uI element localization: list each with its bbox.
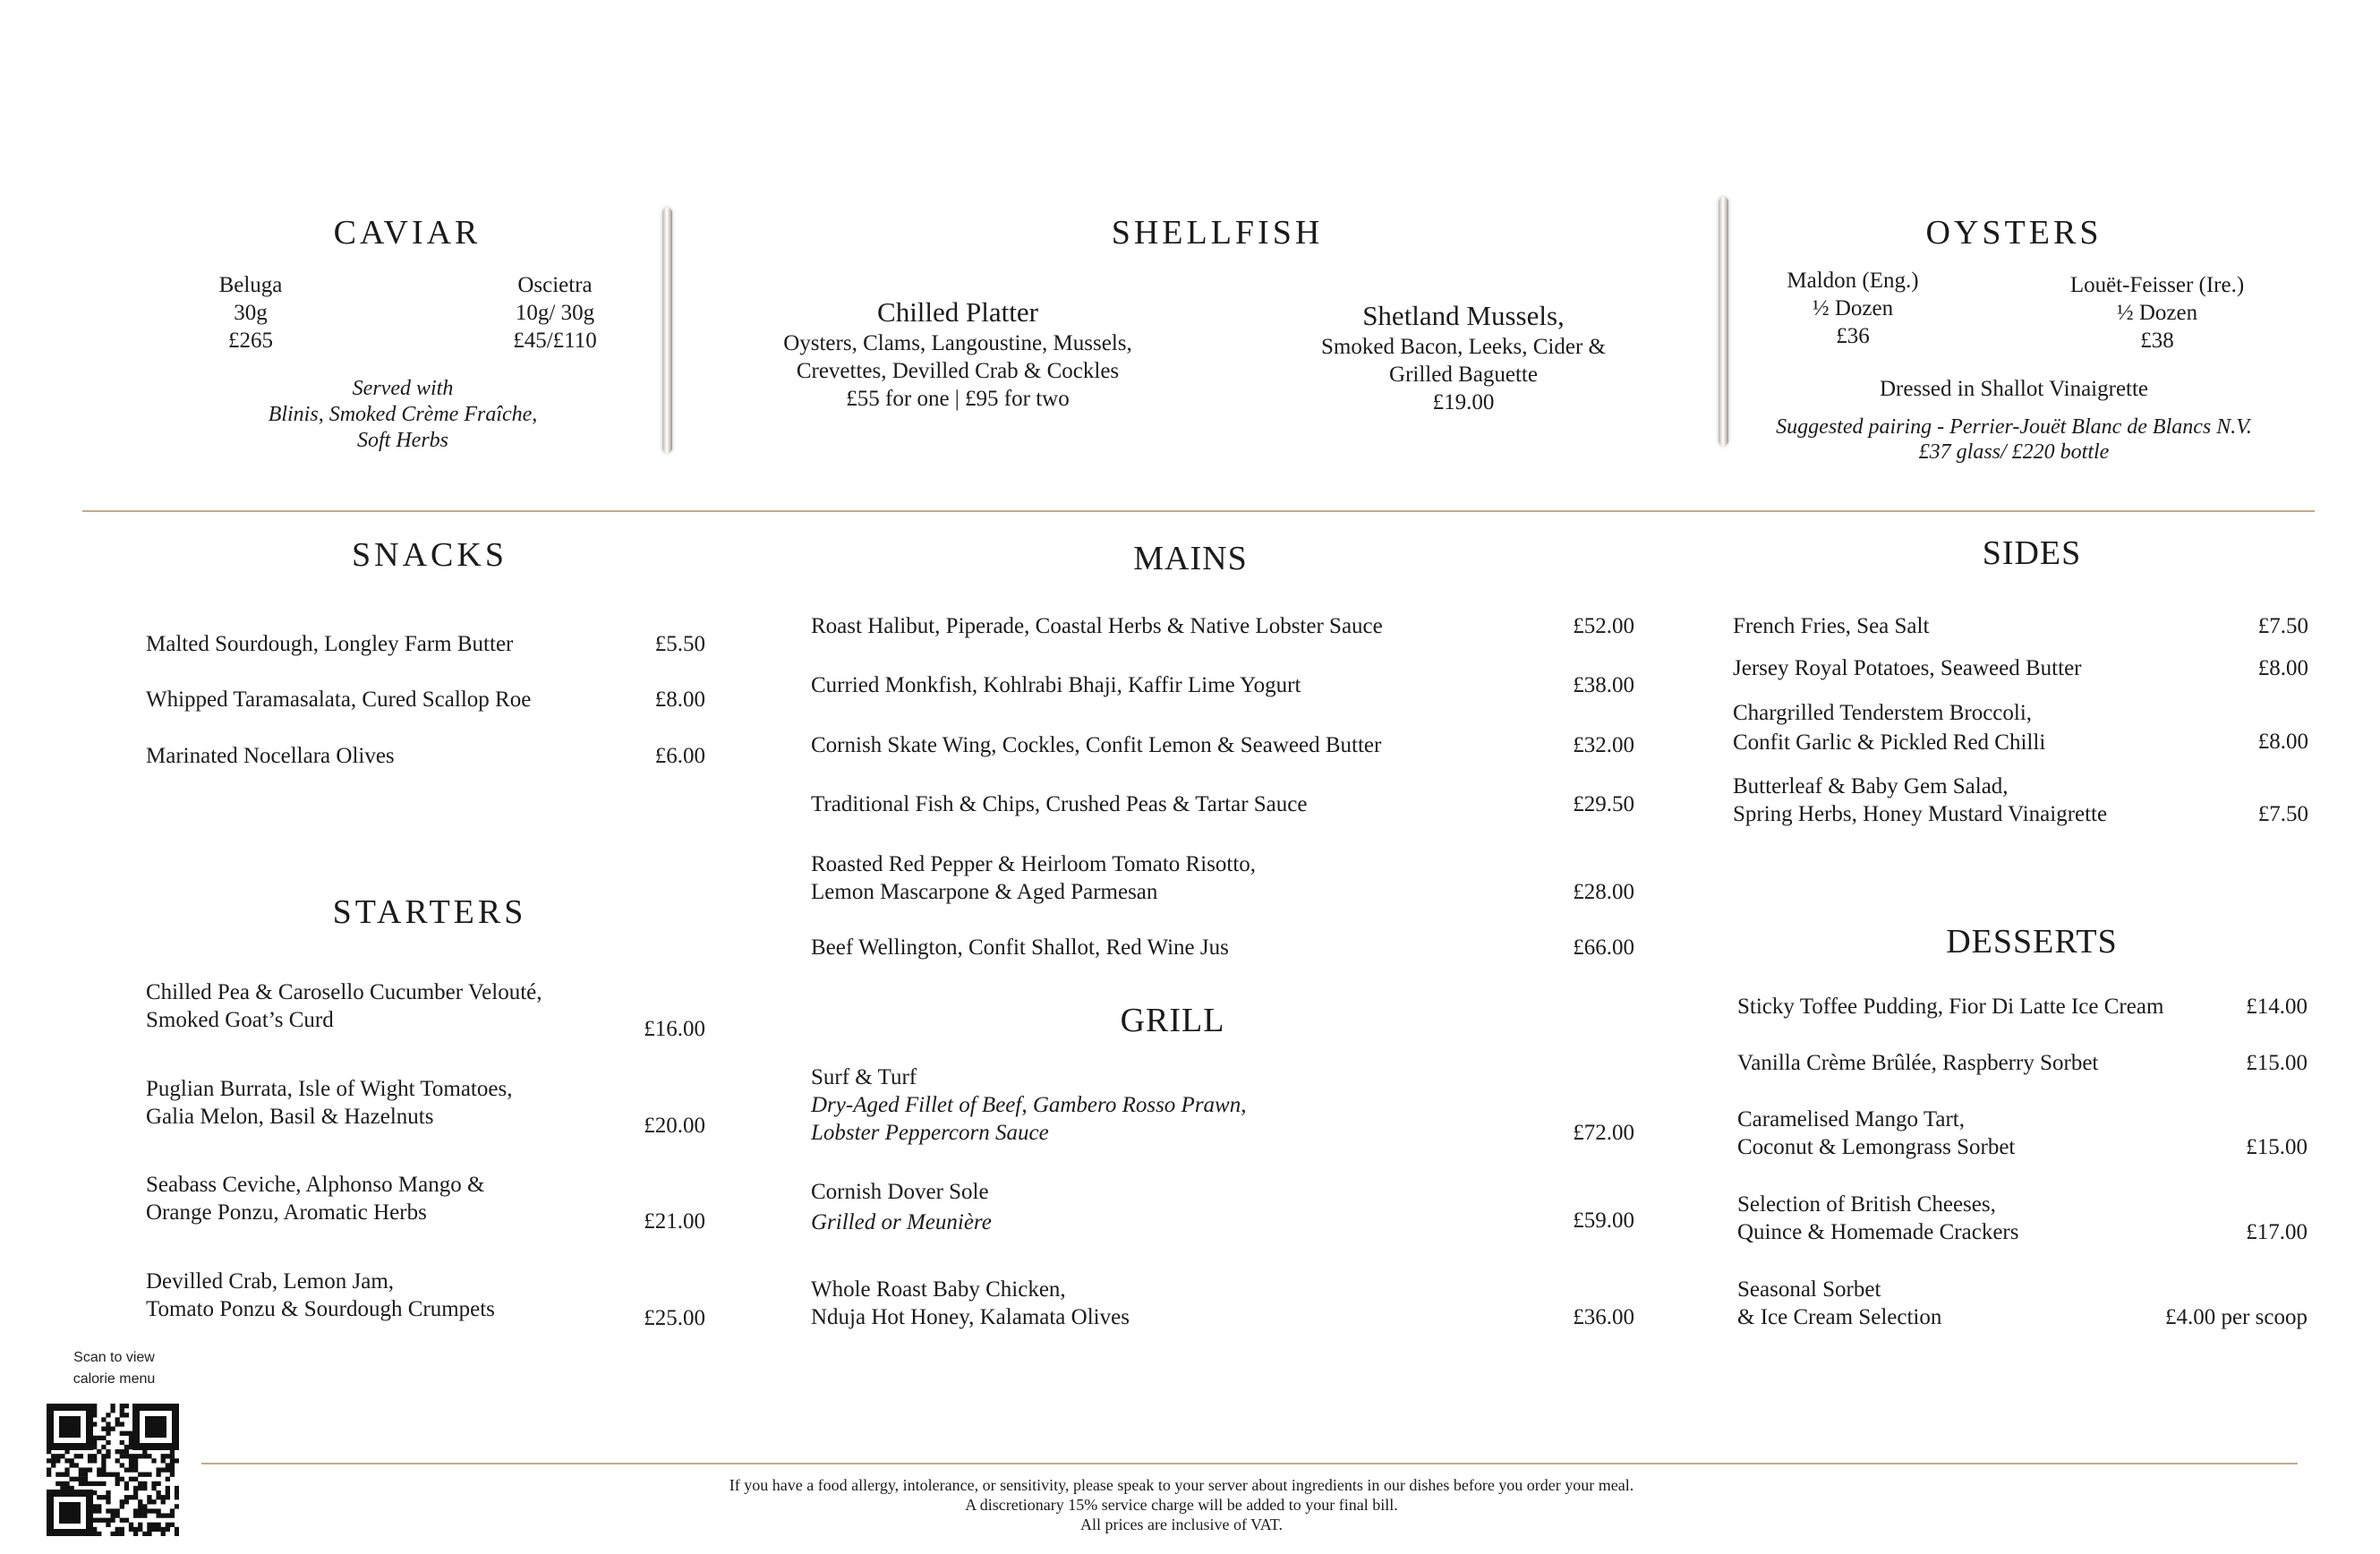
qr-caption-line: Scan to view [73, 1350, 155, 1365]
mussels-price: £19.00 [1432, 390, 1495, 414]
divider-pillar-left [662, 208, 672, 453]
item-price: £8.00 [2257, 656, 2308, 680]
section-divider-top [82, 510, 2315, 512]
maldon-name: Maldon (Eng.) [1787, 269, 1919, 293]
item-name: Butterleaf & Baby Gem Salad, Spring Herbs, Honey Mustard Vinaigrette [1733, 774, 2108, 826]
pairing-line: £37 glass/ £220 bottle [1918, 440, 2110, 464]
item-price: £20.00 [644, 1114, 705, 1138]
mussels-desc: Smoked Bacon, Leeks, Cider & [1321, 335, 1606, 359]
list-item [811, 1177, 1634, 1234]
list-item [811, 850, 1634, 906]
served-line: Soft Herbs [357, 429, 448, 452]
list-item [146, 1268, 705, 1332]
oscietra-item [483, 271, 627, 354]
item-price: £28.00 [1573, 880, 1634, 904]
item-price: £6.00 [654, 744, 705, 768]
list-item [811, 731, 1634, 759]
shellfish-title: SHELLFISH [1111, 214, 1324, 252]
item-name: French Fries, Sea Salt [1733, 614, 1930, 638]
grill-title: GRILL [1120, 1002, 1225, 1039]
maldon-item [1754, 267, 1951, 350]
item-price: £17.00 [2246, 1220, 2307, 1244]
item-price: £8.00 [654, 687, 705, 712]
mains-title: MAINS [1133, 540, 1248, 577]
item-price: £7.50 [2257, 614, 2308, 638]
section-divider-bottom [201, 1463, 2298, 1464]
item-name: Whole Roast Baby Chicken, Nduja Hot Honey, Kalamata Olives [811, 1277, 1130, 1329]
item-price: £14.00 [2246, 995, 2307, 1019]
qr-caption [36, 1347, 192, 1390]
item-name: Malted Sourdough, Longley Farm Butter [146, 632, 514, 656]
beluga-item [179, 271, 322, 354]
list-item [811, 934, 1634, 961]
list-item [146, 742, 705, 770]
item-price: £7.50 [2257, 802, 2308, 826]
oscietra-size: 10g/ 30g [515, 301, 595, 325]
platter-name: Chilled Platter [877, 296, 1038, 328]
served-line: Blinis, Smoked Crème Fraîche, [268, 403, 538, 426]
platter-desc: Oysters, Clams, Langoustine, Mussels, [783, 331, 1132, 355]
list-item [146, 978, 705, 1043]
list-item [1733, 654, 2308, 682]
item-price: £15.00 [2246, 1051, 2307, 1075]
pairing-line: Suggested pairing - Perrier-Jouët Blanc de Blancs N.V. [1776, 415, 2252, 439]
item-price: £66.00 [1573, 935, 1634, 960]
item-price: £52.00 [1573, 614, 1634, 638]
caviar-title: CAVIAR [333, 214, 482, 252]
list-item [1737, 1276, 2307, 1331]
item-price: £4.00 per scoop [2165, 1305, 2307, 1329]
caviar-served-with [206, 376, 600, 454]
service-charge-note: A discretionary 15% service charge will be added to your final bill. [965, 1496, 1398, 1514]
item-name: Caramelised Mango Tart, Coconut & Lemongrass Sorbet [1737, 1107, 2016, 1159]
list-item [146, 686, 705, 713]
list-item [1737, 1191, 2307, 1246]
item-price: £36.00 [1573, 1305, 1634, 1329]
item-price: £32.00 [1573, 733, 1634, 757]
allergy-note: If you have a food allergy, intolerance, or sensitivity, please speak to your server about ingredients in our dishes before you order your meal. [729, 1476, 1634, 1494]
served-line: Served with [352, 377, 454, 400]
maldon-price: £36 [1836, 324, 1870, 348]
item-price: £25.00 [644, 1306, 705, 1330]
vat-note: All prices are inclusive of VAT. [1080, 1516, 1283, 1533]
list-item [811, 1063, 1634, 1147]
oysters-title: OYSTERS [1925, 214, 2103, 252]
louet-price: £38 [2140, 329, 2174, 353]
item-name: Puglian Burrata, Isle of Wight Tomatoes, Galia Melon, Basil & Hazelnuts [146, 1077, 513, 1129]
list-item [1737, 1049, 2307, 1077]
divider-pillar-right [1719, 197, 1728, 446]
qr-caption-line: calorie menu [73, 1371, 156, 1387]
list-item [146, 1171, 705, 1235]
louet-name: Louët-Feisser (Ire.) [2069, 273, 2245, 297]
qr-code-icon[interactable] [47, 1404, 179, 1536]
beluga-price: £265 [228, 329, 273, 353]
item-name: Cornish Skate Wing, Cockles, Confit Lemon & Seaweed Butter [811, 733, 1382, 757]
oscietra-name: Oscietra [517, 273, 593, 297]
list-item [146, 1075, 705, 1140]
sides-title: SIDES [1982, 534, 2082, 572]
desserts-title: DESSERTS [1946, 923, 2118, 961]
louet-feisser-item [2032, 271, 2282, 354]
list-item [811, 1276, 1634, 1331]
louet-qty: ½ Dozen [2116, 301, 2198, 325]
footer-notes [555, 1475, 1808, 1534]
list-item [1733, 612, 2308, 640]
item-name: Roasted Red Pepper & Heirloom Tomato Risotto, Lemon Mascarpone & Aged Parmesan [811, 852, 1257, 904]
list-item [811, 612, 1634, 640]
item-price: £8.00 [2257, 730, 2308, 754]
item-price: £16.00 [644, 1017, 705, 1041]
oysters-dressing: Dressed in Shallot Vinaigrette [1879, 377, 2149, 401]
snacks-title: SNACKS [352, 536, 508, 574]
item-name: Traditional Fish & Chips, Crushed Peas & Tartar Sauce [811, 792, 1308, 816]
chilled-platter-item [752, 295, 1164, 413]
item-name: Selection of British Cheeses, Quince & Homemade Crackers [1737, 1192, 2019, 1244]
oscietra-price: £45/£110 [513, 329, 597, 353]
list-item [1733, 773, 2308, 828]
list-item [811, 671, 1634, 699]
item-price: £38.00 [1573, 673, 1634, 697]
item-name: Cornish Dover Sole Grilled or Meunière [811, 1180, 992, 1234]
beluga-name: Beluga [218, 273, 283, 297]
list-item [146, 630, 705, 658]
item-name: Jersey Royal Potatoes, Seaweed Butter [1733, 656, 2082, 680]
item-name: Curried Monkfish, Kohlrabi Bhaji, Kaffir Lime Yogurt [811, 673, 1301, 697]
item-name: Surf & Turf Dry-Aged Fillet of Beef, Gambero Rosso Prawn, Lobster Peppercorn Sauce [811, 1065, 1247, 1145]
item-price: £72.00 [1573, 1121, 1634, 1145]
item-name: Whipped Taramasalata, Cured Scallop Roe [146, 687, 532, 712]
list-item [1733, 698, 2308, 756]
item-name: Seabass Ceviche, Alphonso Mango & Orange Ponzu, Aromatic Herbs [146, 1173, 485, 1225]
item-name: Vanilla Crème Brûlée, Raspberry Sorbet [1737, 1051, 2099, 1075]
maldon-qty: ½ Dozen [1812, 296, 1894, 320]
item-price: £21.00 [644, 1209, 705, 1234]
item-price: £29.50 [1573, 792, 1634, 816]
item-price: £5.50 [654, 632, 705, 656]
item-name: Marinated Nocellara Olives [146, 744, 395, 768]
list-item [1737, 1106, 2307, 1161]
item-name: Devilled Crab, Lemon Jam, Tomato Ponzu & Sourdough Crumpets [146, 1269, 495, 1321]
platter-price: £55 for one | £95 for two [846, 387, 1070, 411]
beluga-size: 30g [234, 301, 268, 325]
item-name: Roast Halibut, Piperade, Coastal Herbs & Native Lobster Sauce [811, 614, 1383, 638]
platter-desc: Crevettes, Devilled Crab & Cockles [796, 359, 1120, 383]
item-price: £15.00 [2246, 1135, 2307, 1159]
item-name: Chilled Pea & Carosello Cucumber Velouté, Smoked Goat’s Curd [146, 980, 542, 1032]
item-name: Chargrilled Tenderstem Broccoli, Confit Garlic & Pickled Red Chilli [1733, 701, 2046, 755]
mussels-name: Shetland Mussels, [1362, 300, 1565, 331]
starters-title: STARTERS [332, 893, 527, 931]
list-item [1737, 993, 2307, 1020]
shetland-mussels-item [1271, 299, 1656, 416]
oysters-pairing [1701, 414, 2327, 465]
item-name: Seasonal Sorbet & Ice Cream Selection [1737, 1277, 1942, 1329]
item-price: £59.00 [1573, 1208, 1634, 1233]
item-name: Beef Wellington, Confit Shallot, Red Wine Jus [811, 935, 1229, 960]
mussels-desc: Grilled Baguette [1389, 363, 1538, 387]
list-item [811, 790, 1634, 818]
item-name: Sticky Toffee Pudding, Fior Di Latte Ice Cream [1737, 995, 2164, 1019]
